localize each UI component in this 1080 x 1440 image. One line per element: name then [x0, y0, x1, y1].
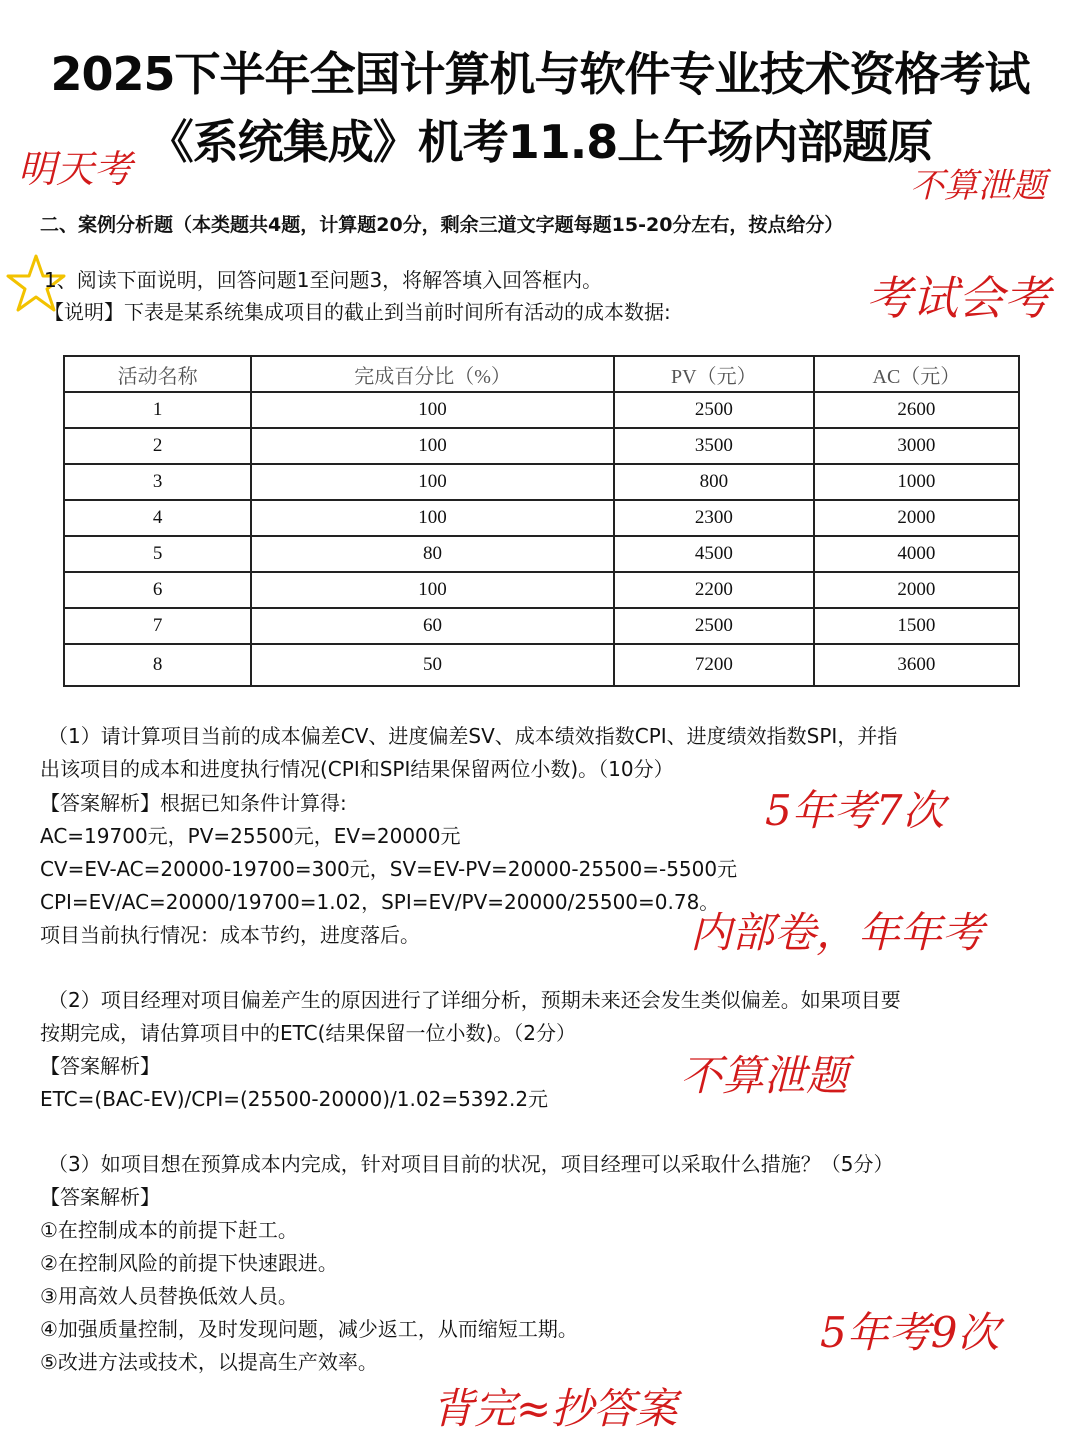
cell: 2000: [814, 572, 1019, 608]
cell: 1000: [814, 464, 1019, 500]
handwritten-note-internal: 内部卷，年年考: [690, 908, 985, 957]
cell: 3600: [814, 644, 1019, 686]
cell: 1500: [814, 608, 1019, 644]
cell: 100: [251, 392, 613, 428]
table-row: [64, 464, 1019, 500]
cell: 100: [251, 428, 613, 464]
q2-line1: （2）项目经理对项目偏差产生的原因进行了详细分析，预期未来还会发生类似偏差。如果项目要: [48, 988, 901, 1012]
table-row: [64, 500, 1019, 536]
q3-item-2: ②在控制风险的前提下快速跟进。: [40, 1251, 338, 1275]
q1-line2: 出该项目的成本和进度执行情况(CPI和SPI结果保留两位小数)。（10分）: [40, 757, 674, 781]
cell: 6: [64, 572, 251, 608]
cell: 800: [614, 464, 814, 500]
cost-data-table: [63, 355, 1020, 687]
section-heading: 二、案例分析题（本类题共4题，计算题20分，剩余三道文字题每题15-20分左右，按点给分）: [40, 214, 844, 236]
table-row: [64, 608, 1019, 644]
col-header-pv: PV（元）: [614, 356, 814, 392]
table-row: [64, 392, 1019, 428]
cell: 4: [64, 500, 251, 536]
cell: 100: [251, 464, 613, 500]
table-header-row: [64, 356, 1019, 392]
page-title-line1: 2025下半年全国计算机与软件专业技术资格考试: [50, 47, 1030, 101]
page-title-line2: 《系统集成》机考11.8上午场内部题原: [147, 115, 933, 169]
cell: 4500: [614, 536, 814, 572]
cell: 100: [251, 572, 613, 608]
cell: 2: [64, 428, 251, 464]
handwritten-note-five-years-9: 5年考9次: [820, 1308, 1000, 1357]
q2-answer-1: ETC=(BAC-EV)/CPI=(25500-20000)/1.02=5392.2元: [40, 1087, 549, 1111]
cell: 80: [251, 536, 613, 572]
q3-item-3: ③用高效人员替换低效人员。: [40, 1284, 298, 1308]
q1-answer-3: CPI=EV/AC=20000/19700=1.02，SPI=EV/PV=20000/25500=0.78。: [40, 890, 720, 914]
handwritten-note-exam-will: 考试会考: [866, 271, 1050, 325]
q3-line1: （3）如项目想在预算成本内完成，针对项目目前的状况，项目经理可以采取什么措施？（5分）: [48, 1152, 894, 1176]
q3-item-5: ⑤改进方法或技术，以提高生产效率。: [40, 1350, 378, 1374]
cell: 7: [64, 608, 251, 644]
col-header-activity: 活动名称: [64, 356, 251, 392]
cell: 4000: [814, 536, 1019, 572]
cell: 2500: [614, 392, 814, 428]
q2-answer-label: 【答案解析】: [40, 1054, 160, 1078]
q1-answer-4: 项目当前执行情况：成本节约，进度落后。: [40, 923, 420, 947]
cell: 2000: [814, 500, 1019, 536]
table-row: [64, 428, 1019, 464]
handwritten-note-five-years-7: 5年考7次: [765, 786, 945, 835]
cell: 2600: [814, 392, 1019, 428]
cell: 1: [64, 392, 251, 428]
cell: 8: [64, 644, 251, 686]
table-row: [64, 572, 1019, 608]
handwritten-note-tomorrow: 明天考: [18, 147, 133, 191]
q1-answer-label: 【答案解析】根据已知条件计算得:: [40, 791, 347, 815]
table-row: [64, 536, 1019, 572]
table-row: [64, 644, 1019, 686]
question-description: 【说明】下表是某系统集成项目的截止到当前时间所有活动的成本数据:: [44, 300, 671, 324]
q2-line2: 按期完成，请估算项目中的ETC(结果保留一位小数)。（2分）: [40, 1021, 576, 1045]
cell: 2200: [614, 572, 814, 608]
col-header-percent: 完成百分比（%）: [251, 356, 613, 392]
cell: 7200: [614, 644, 814, 686]
q3-item-1: ①在控制成本的前提下赶工。: [40, 1218, 298, 1242]
question-intro: 1、阅读下面说明，回答问题1至问题3，将解答填入回答框内。: [44, 268, 603, 292]
cell: 100: [251, 500, 613, 536]
cell: 5: [64, 536, 251, 572]
q3-item-4: ④加强质量控制，及时发现问题，减少返工，从而缩短工期。: [40, 1317, 578, 1341]
cell: 3: [64, 464, 251, 500]
col-header-ac: AC（元）: [814, 356, 1019, 392]
cell: 3500: [614, 428, 814, 464]
q3-answer-label: 【答案解析】: [40, 1185, 160, 1209]
handwritten-note-memorize: 背完≈抄答案: [432, 1384, 678, 1433]
cell: 2500: [614, 608, 814, 644]
cell: 50: [251, 644, 613, 686]
cell: 60: [251, 608, 613, 644]
cell: 3000: [814, 428, 1019, 464]
cell: 2300: [614, 500, 814, 536]
q1-answer-1: AC=19700元，PV=25500元，EV=20000元: [40, 824, 461, 848]
q1-answer-2: CV=EV-AC=20000-19700=300元，SV=EV-PV=20000-25500=-5500元: [40, 857, 738, 881]
handwritten-note-not-leak-top: 不算泄题: [910, 166, 1046, 206]
q1-line1: （1）请计算项目当前的成本偏差CV、进度偏差SV、成本绩效指数CPI、进度绩效指数SPI，并指: [48, 724, 898, 748]
handwritten-note-not-leak-mid: 不算泄题: [680, 1051, 849, 1100]
